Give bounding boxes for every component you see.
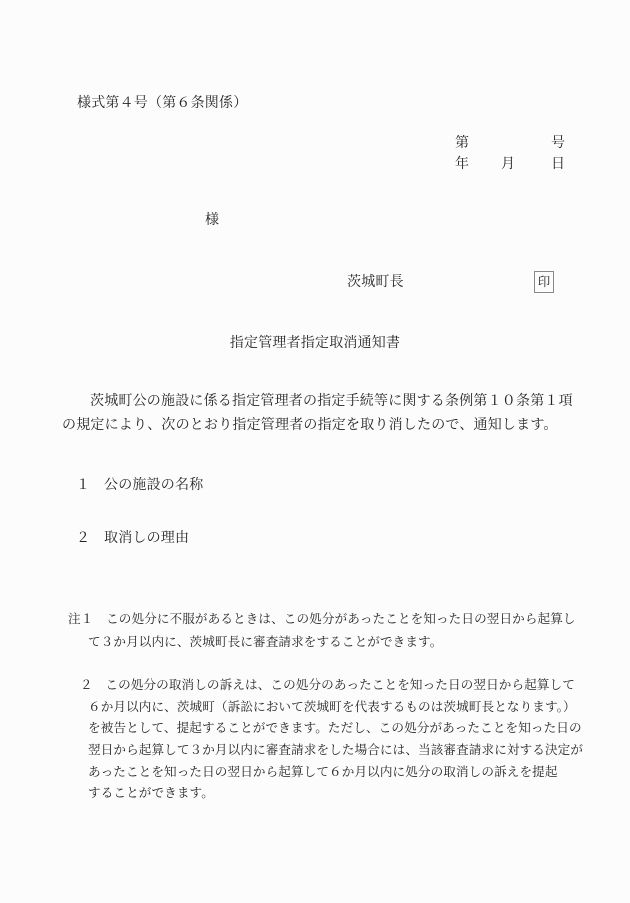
note-1-line: 注１ この処分に不服があるときは、この処分があったことを知った日の翌日から起算し xyxy=(68,612,576,626)
body-paragraph-line: 茨城町公の施設に係る指定管理者の指定手続等に関する条例第１０条第１項 xyxy=(90,394,573,409)
item-1-label: 公の施設の名称 xyxy=(104,478,204,493)
note-2-line: することができます。 xyxy=(88,786,214,800)
seal-label: 印 xyxy=(537,275,551,289)
note-2-line: ６か月以内に、茨城町（訴訟において茨城町を代表するものは茨城町長となります。） xyxy=(88,700,576,714)
note-2-line: 翌日から起算して３か月以内に審査請求をした場合には、当該審査請求に対する決定が xyxy=(88,743,584,757)
sender-title: 茨城町長 xyxy=(347,275,404,290)
note-1-line: て３か月以内に、茨城町長に審査請求をすることができます。 xyxy=(88,635,443,649)
note-2-line: あったことを知った日の翌日から起算して６か月以内に処分の取消しの訴えを提起 xyxy=(88,765,558,779)
date-year-label: 年 xyxy=(455,157,470,172)
addressee-honorific: 様 xyxy=(205,213,220,228)
item-2-label: 取消しの理由 xyxy=(104,531,190,546)
document-title: 指定管理者指定取消通知書 xyxy=(229,336,401,351)
item-1-number: １ xyxy=(76,478,91,493)
item-2-number: ２ xyxy=(76,531,91,546)
doc-number-suffix: 号 xyxy=(551,136,566,151)
date-month-label: 月 xyxy=(501,157,516,172)
note-2-line: を被告として、提起することができます。ただし、この処分があったことを知った日の xyxy=(88,721,582,735)
body-paragraph-line: の規定により、次のとおり指定管理者の指定を取り消したので、通知します。 xyxy=(62,418,558,433)
form-number-label: 様式第４号（第６条関係） xyxy=(77,96,248,111)
doc-number-prefix: 第 xyxy=(455,136,470,151)
note-2-line: ２ この処分の取消しの訴えは、この処分のあったことを知った日の翌日から起算して xyxy=(80,678,575,692)
seal-box xyxy=(534,271,554,293)
date-day-label: 日 xyxy=(551,157,566,172)
